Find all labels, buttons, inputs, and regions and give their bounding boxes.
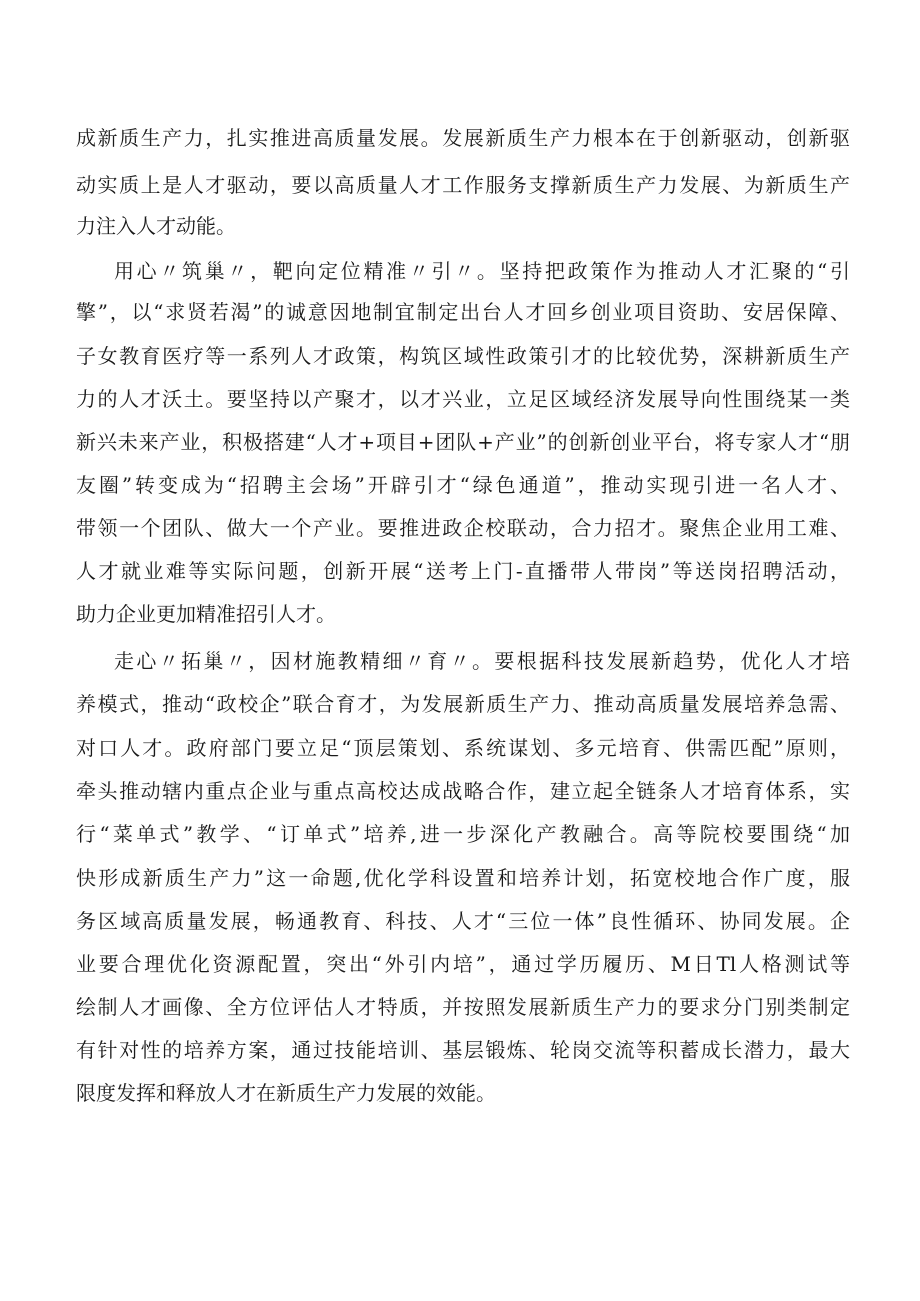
text-line: 务区域高质量发展，畅通教育、科技、人才“三位一体”良性循环、协同发展。企 (76, 909, 850, 933)
text-line: 子女教育医疗等一系列人才政策，构筑区域性政策引才的比较优势，深耕新质生产 (76, 344, 850, 368)
text-line: 力注入人才动能。 (76, 214, 236, 238)
text-line: 有针对性的培养方案，通过技能培训、基层锻炼、轮岗交流等积蓄成长潜力，最大 (76, 1038, 850, 1062)
text-line: 行“菜单式”教学、“订单式”培养,进一步深化产教融合。高等院校要围绕“加 (76, 822, 850, 846)
text-line: 绘制人才画像、全方位评估人才特质，并按照发展新质生产力的要求分门别类制定 (76, 995, 850, 1019)
text-line: 养模式，推动“政校企”联合育才，为发展新质生产力、推动高质量发展培养急需、 (76, 692, 850, 716)
text-line: 用心〃筑巢〃，靶向定位精准〃引〃。坚持把政策作为推动人才汇聚的“引 (114, 259, 850, 283)
text-line: 限度发挥和释放人才在新质生产力发展的效能。 (76, 1081, 496, 1105)
text-line: 带领一个团队、做大一个产业。要推进政企校联动，合力招才。聚焦企业用工难、 (76, 516, 850, 540)
text-line: 擎”，以“求贤若渴”的诚意因地制宜制定出台人才回乡创业项目资助、安居保障、 (76, 300, 850, 324)
text-line: 友圈”转变成为“招聘主会场”开辟引才“绿色通道”，推动实现引进一名人才、 (76, 473, 850, 497)
text-line: 快形成新质生产力”这一命题,优化学科设置和培养计划，拓宽校地合作广度，服 (76, 866, 850, 890)
text-line: 对口人才。政府部门要立足“顶层策划、系统谋划、多元培育、供需匹配”原则， (76, 736, 850, 760)
text-line: 动实质上是人才驱动，要以高质量人才工作服务支撑新质生产力发展、为新质生产 (76, 173, 850, 197)
text-line: 助力企业更加精准招引人才。 (76, 602, 336, 626)
text-line: 新兴未来产业，积极搭建“人才+项目+团队+产业”的创新创业平台，将专家人才“朋 (76, 430, 850, 454)
text-line: 成新质生产力，扎实推进高质量发展。发展新质生产力根本在于创新驱动，创新驱 (76, 126, 850, 150)
text-line: 力的人才沃土。要坚持以产聚才，以才兴业，立足区域经济发展导向性围绕某一类 (76, 387, 850, 411)
text-line: 人才就业难等实际问题，创新开展“送考上门-直播带人带岗”等送岗招聘活动， (76, 559, 850, 583)
text-line: 走心〃拓巢〃，因材施教精细〃育〃。要根据科技发展新趋势，优化人才培 (114, 649, 850, 673)
text-line: 牵头推动辖内重点企业与重点高校达成战略合作，建立起全链条人才培育体系，实 (76, 779, 850, 803)
text-line: 业要合理优化资源配置，突出“外引内培”，通过学历履历、M日Tl人格测试等 (76, 952, 850, 976)
